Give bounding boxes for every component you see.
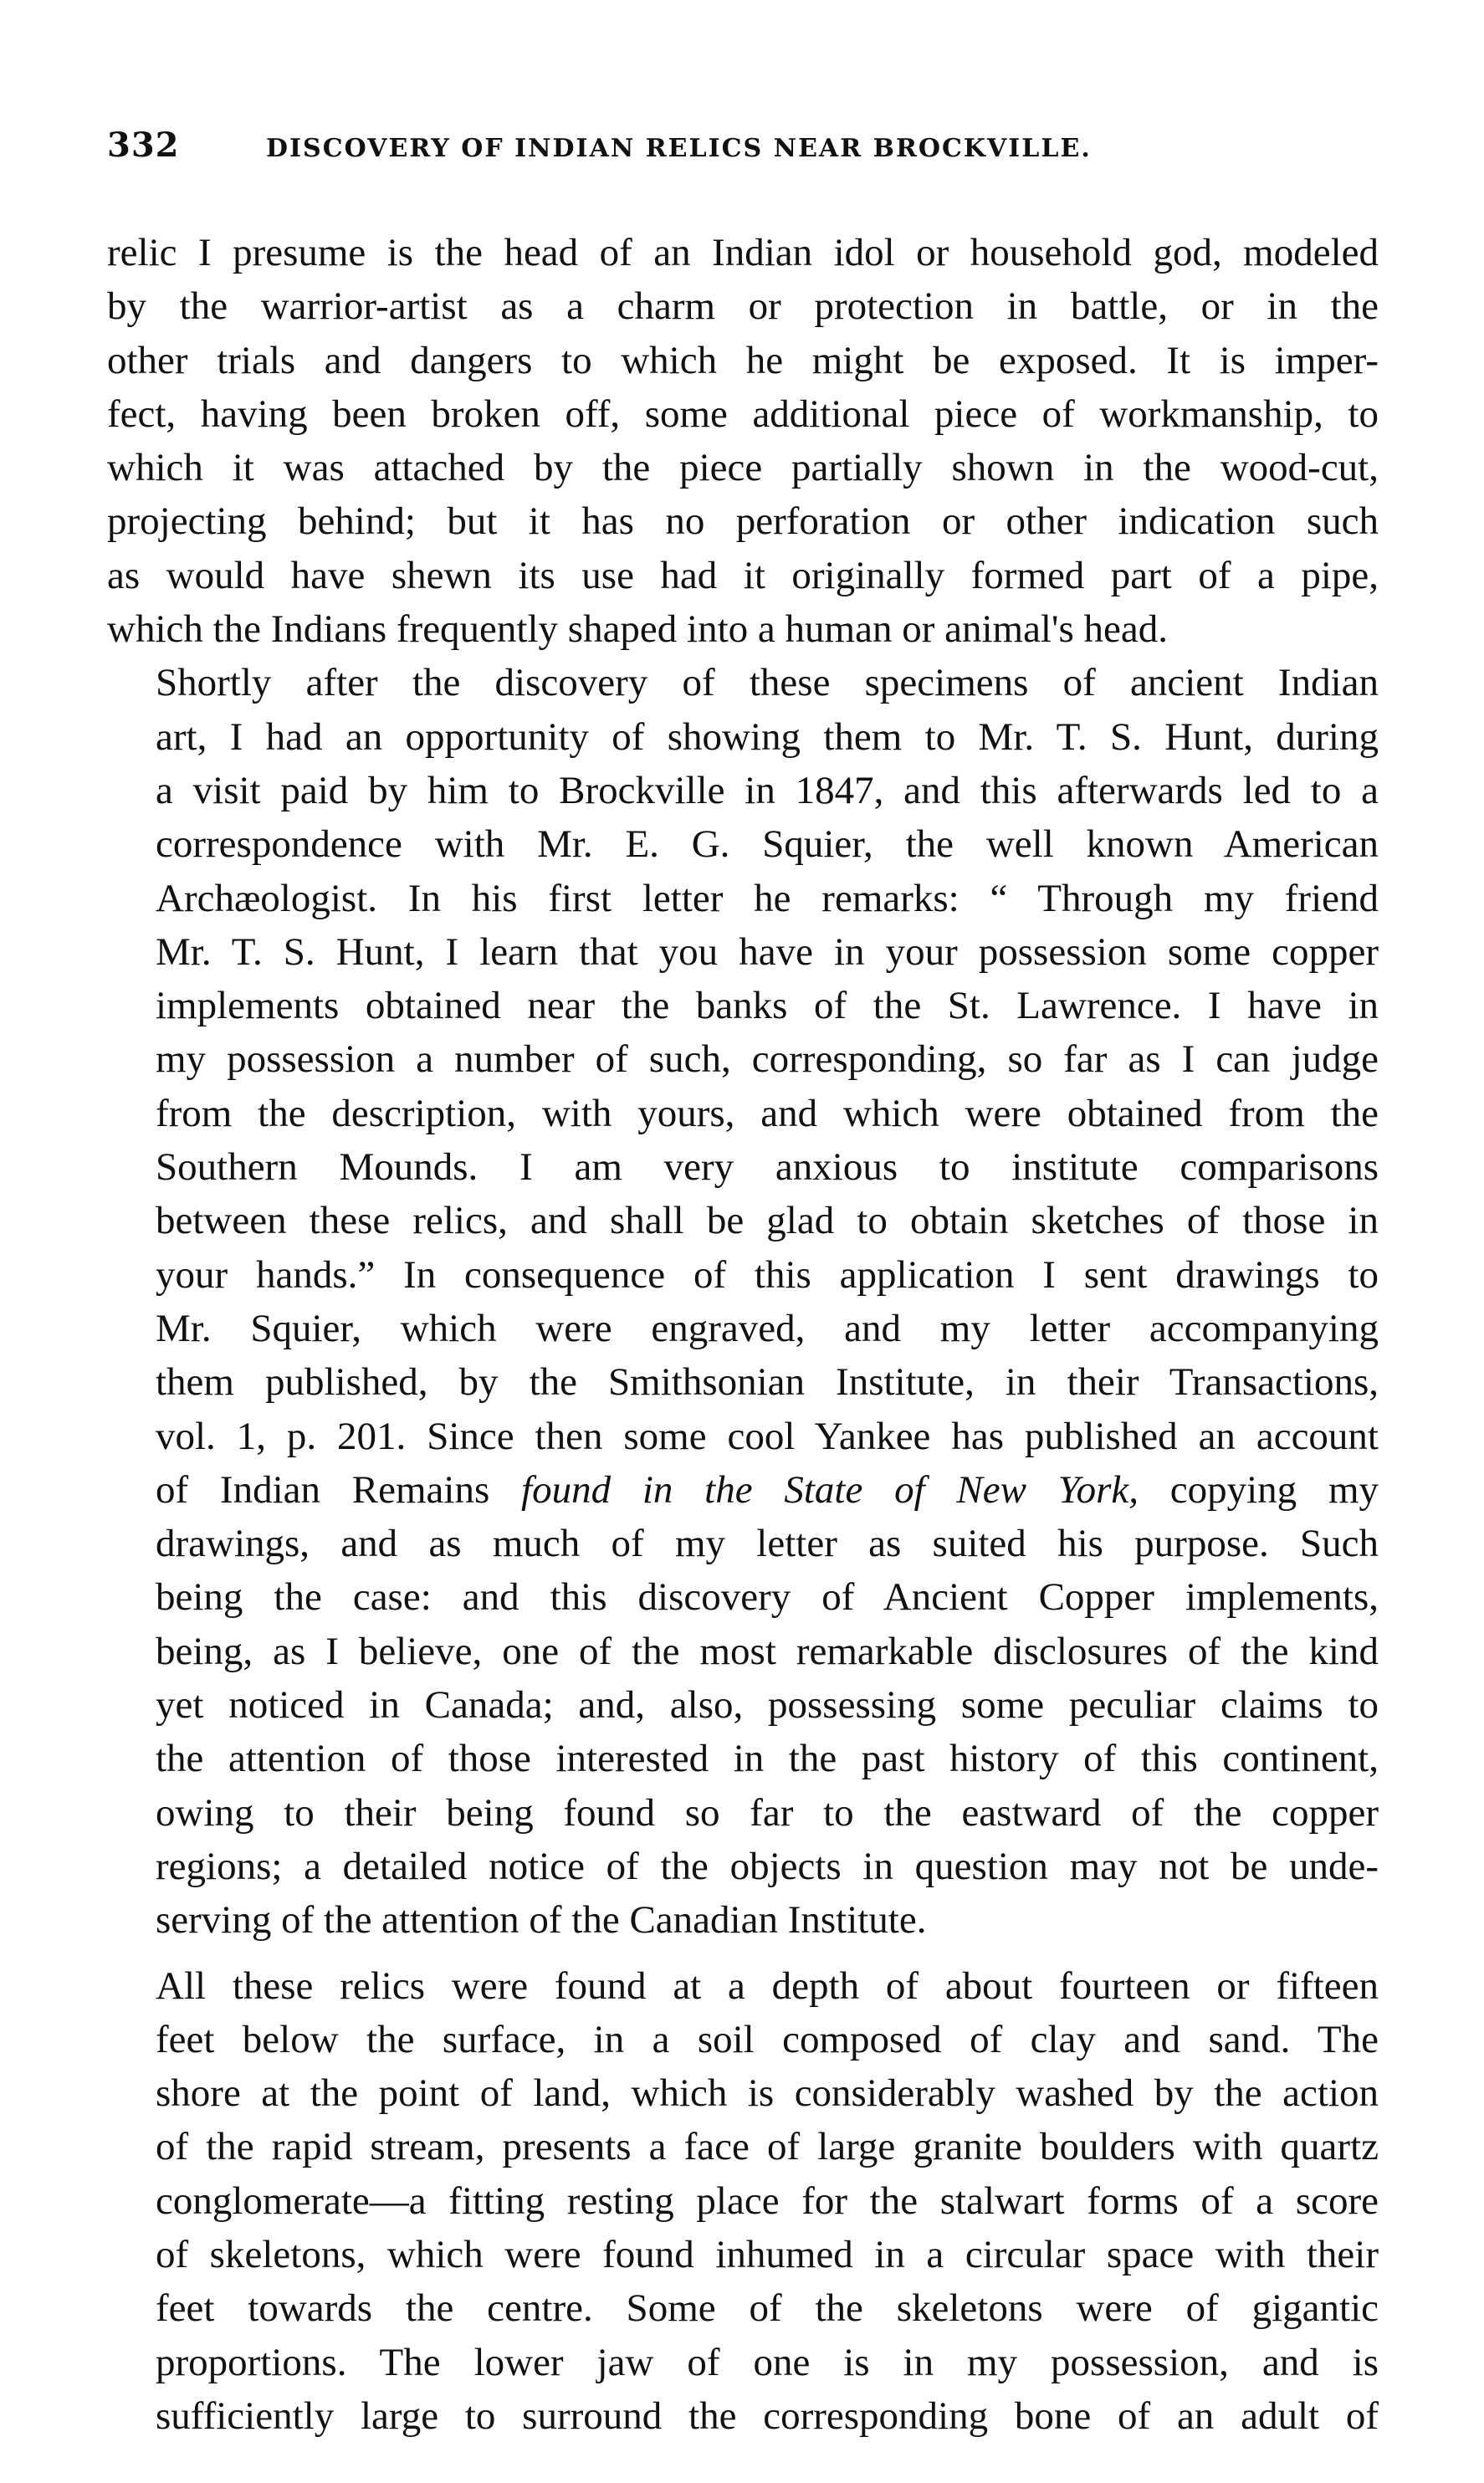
body-text — [107, 226, 1379, 2443]
text-line: which the Indians frequently shaped into a human or animal's head. — [107, 607, 1168, 652]
text-line: relic I presume is the head of an Indian idol or household god, modeled — [107, 231, 1379, 274]
text-line: other trials and dangers to which he might be exposed. It is imper- — [107, 338, 1379, 382]
text-line: as would have shewn its use had it originally formed part of a pipe, — [107, 553, 1379, 597]
text-line: serving of the attention of the Canadian Institute. — [156, 1898, 927, 1943]
text-line: the attention of those interested in the past history of this continent, — [156, 1737, 1379, 1781]
italic-text-run: found in the State of New York, — [521, 1467, 1139, 1512]
text-line: being, as I believe, one of the most remarkable disclosures of the kind — [156, 1629, 1379, 1673]
text-line: vol. 1, p. 201. Since then some cool Yankee has published an account — [156, 1414, 1379, 1458]
running-title: DISCOVERY OF INDIAN RELICS NEAR BROCKVILLE. — [266, 134, 1092, 163]
text-line: Shortly after the discovery of these specimens of ancient Indian — [156, 661, 1379, 705]
text-line: feet towards the centre. Some of the skeletons were of gigantic — [156, 2286, 1379, 2331]
text-line: Archæologist. In his first letter he remarks: “ Through my friend — [156, 876, 1379, 920]
paragraph-2 — [107, 656, 1379, 1947]
text-line: a visit paid by him to Brockville in 1847, and this afterwards led to a — [156, 768, 1379, 812]
book-page — [107, 125, 1379, 2443]
text-line: of skeletons, which were found inhumed in a circular space with their — [156, 2232, 1379, 2276]
text-line: conglomerate—a fitting resting place for the stalwart forms of a score — [156, 2178, 1379, 2223]
text-line: them published, by the Smithsonian Institute, in their Transactions, — [156, 1360, 1379, 1405]
text-line: by the warrior-artist as a charm or protection in battle, or in the — [107, 284, 1379, 329]
text-line: implements obtained near the banks of the St. Lawrence. I have in — [156, 984, 1379, 1028]
running-head — [107, 125, 1379, 184]
text-line: art, I had an opportunity of showing them to Mr. T. S. Hunt, during — [156, 714, 1379, 759]
text-line: correspondence with Mr. E. G. Squier, the well known American — [156, 822, 1379, 867]
text-line: shore at the point of land, which is considerably washed by the action — [156, 2071, 1379, 2116]
text-line: Southern Mounds. I am very anxious to institute comparisons — [156, 1145, 1379, 1190]
paragraph-3 — [107, 1959, 1379, 2444]
text-line: sufficiently large to surround the corresponding bone of an adult of — [156, 2393, 1379, 2438]
text-line: drawings, and as much of my letter as suited his purpose. Such — [156, 1522, 1379, 1566]
text-line: my possession a number of such, corresponding, so far as I can judge — [156, 1037, 1379, 1082]
text-line: regions; a detailed notice of the objects in question may not be unde- — [156, 1844, 1379, 1888]
text-line: Mr. Squier, which were engraved, and my letter accompanying — [156, 1306, 1379, 1350]
text-line: feet below the surface, in a soil composed of clay and sand. The — [156, 2017, 1379, 2061]
text-run: copying my — [1138, 1467, 1379, 1512]
page-number: 332 — [107, 125, 180, 165]
text-line: fect, having been broken off, some additional piece of workmanship, to — [107, 392, 1379, 436]
text-line: All these relics were found at a depth of about fourteen or fifteen — [156, 1963, 1379, 2008]
paragraph-1 — [107, 226, 1379, 656]
text-line: from the description, with yours, and which were obtained from the — [156, 1091, 1379, 1135]
text-line: between these relics, and shall be glad to obtain sketches of those in — [156, 1199, 1379, 1243]
text-line: owing to their being found so far to the eastward of the copper — [156, 1790, 1379, 1835]
text-line-with-italics — [107, 1463, 1379, 1517]
text-line: being the case: and this discovery of Ancient Copper implements, — [156, 1575, 1379, 1620]
text-line: Mr. T. S. Hunt, I learn that you have in your possession some copper — [156, 929, 1379, 974]
text-line: projecting behind; but it has no perforation or other indication such — [107, 499, 1379, 544]
text-run: of Indian Remains — [156, 1467, 522, 1512]
text-line: which it was attached by the piece partially shown in the wood-cut, — [107, 446, 1379, 490]
text-line: yet noticed in Canada; and, also, possessing some peculiar claims to — [156, 1683, 1379, 1728]
text-line: proportions. The lower jaw of one is in my possession, and is — [156, 2340, 1379, 2384]
text-line: your hands.” In consequence of this application I sent drawings to — [156, 1252, 1379, 1297]
text-line: of the rapid stream, presents a face of large granite boulders with quartz — [156, 2125, 1379, 2169]
